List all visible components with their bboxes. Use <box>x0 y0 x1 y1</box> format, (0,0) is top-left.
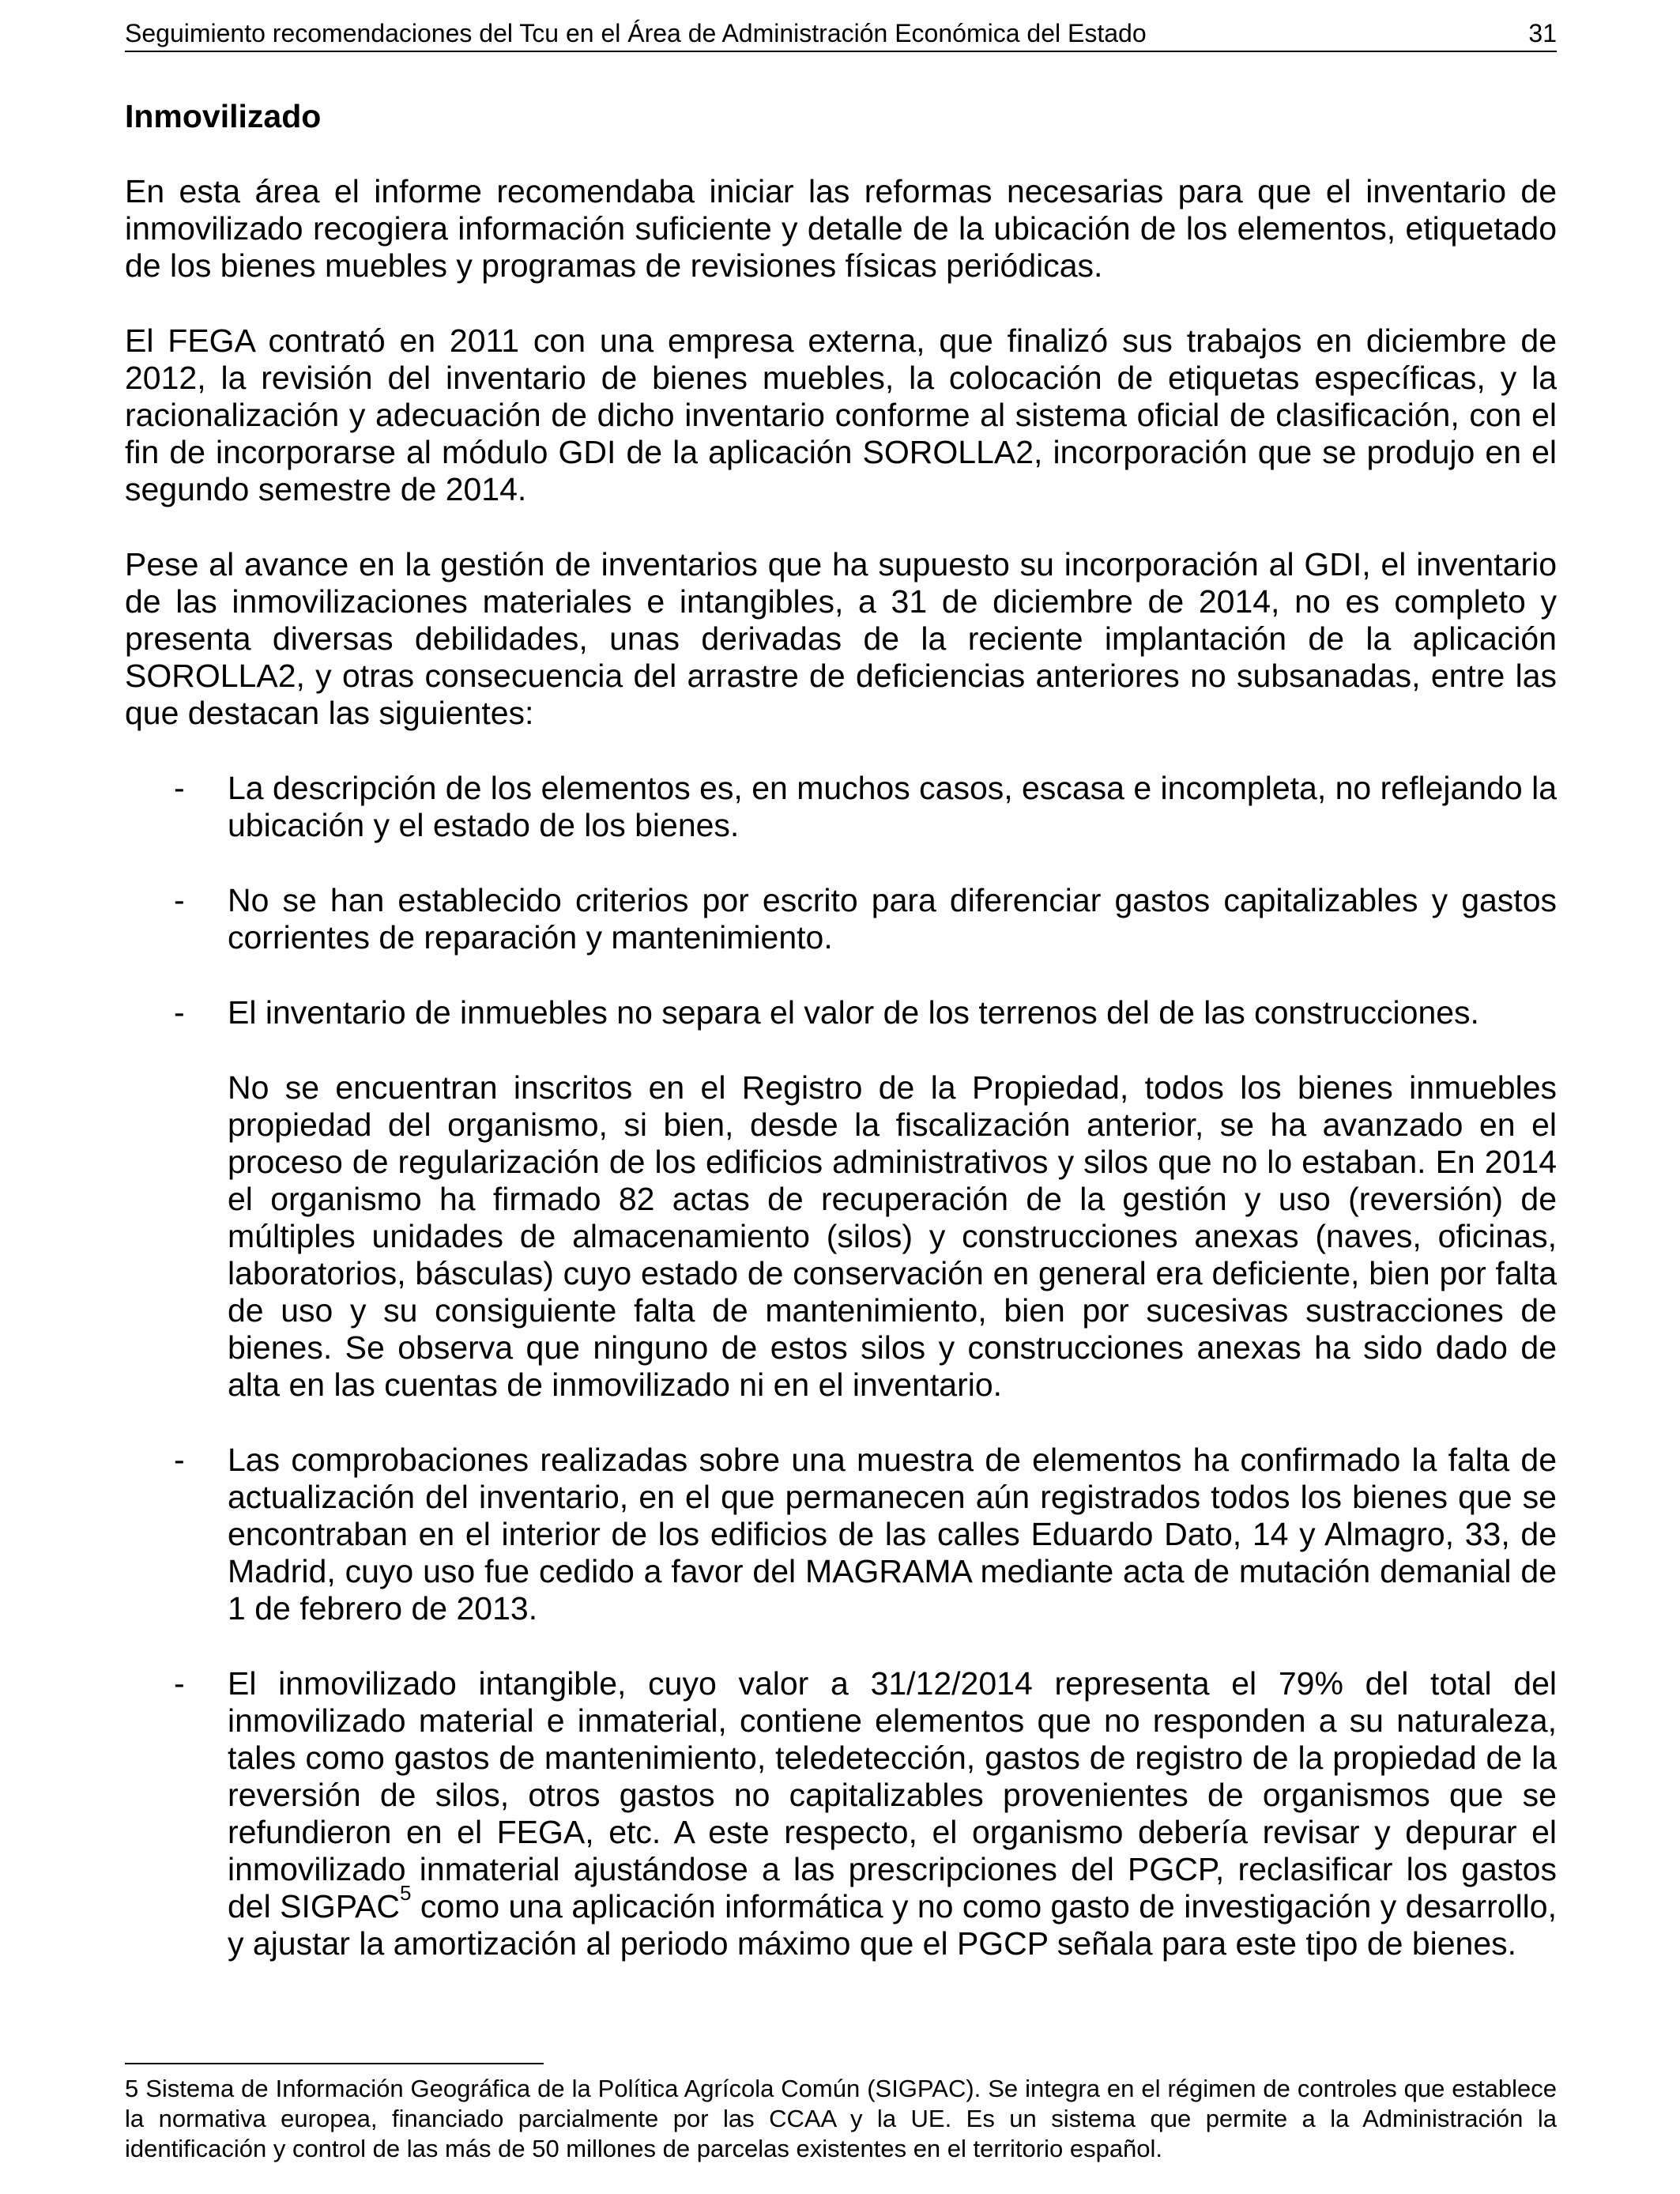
bullet-text: La descripción de los elementos es, en muchos casos, escasa e incompleta, no reflejando la ubicación y el estado de los bienes. <box>228 770 1557 843</box>
page-number: 31 <box>1528 19 1557 47</box>
bullet-dash: - <box>174 1442 185 1478</box>
bullet-dash: - <box>174 882 185 918</box>
footnote-reference[interactable]: 5 <box>400 1881 412 1905</box>
bullet-text: No se han establecido criterios por escrito para diferenciar gastos capitalizables y gastos corrientes de reparación y mantenimiento. <box>228 882 1557 956</box>
findings-list <box>125 770 1557 1962</box>
footnote-separator <box>125 2063 544 2064</box>
paragraph-fega-contract: El FEGA contrató en 2011 con una empresa externa, que finalizó sus trabajos en diciembre de 2012, la revisión del inventario de bienes muebles, la colocación de etiquetas específicas, y la racionalización y adecuación de dicho inventario conforme al sistema oficial de clasificación, con el fin de incorporarse al módulo GDI de la aplicación SOROLLA2, incorporación que se produjo en el segundo semestre de 2014. <box>125 322 1557 507</box>
list-item <box>125 994 1557 1404</box>
bullet-dash: - <box>174 770 185 806</box>
list-item <box>125 1665 1557 1962</box>
bullet-text: El inventario de inmuebles no separa el valor de los terrenos del de las construcciones. <box>228 994 1479 1031</box>
footnote: 5 Sistema de Información Geográfica de la Política Agrícola Común (SIGPAC). Se integra en el régimen de controles que establece la normativa europea, financiado parcialmente por las CCAA y la UE. Es un sistema que permite a la Administración la identificación y control de las más de 50 millones de parcelas existentes en el territorio español. <box>125 2075 1557 2162</box>
bullet-text-part: El inmovilizado intangible, cuyo valor a 31/12/2014 representa el 79% del total del inmovilizado material e inmaterial, contiene elementos que no responden a su naturaleza, tales como gastos de mantenimiento, teledetección, gastos de registro de la propiedad de la reversión de silos, otros gastos no capitalizables provenientes de organismos que se refundieron en el FEGA, etc. A este respecto, el organismo debería revisar y depurar el inmovilizado inmaterial ajustándose a las prescripciones del PGCP, reclasificar los gastos del SIGPAC <box>228 1665 1557 1924</box>
list-item <box>125 882 1557 956</box>
bullet-text-intangible <box>228 1665 1557 1962</box>
list-item <box>125 1442 1557 1627</box>
main-content <box>125 98 1557 2000</box>
bullet-continuation: No se encuentran inscritos en el Registro de la Propiedad, todos los bienes inmuebles propiedad del organismo, si bien, desde la fiscalización anterior, se ha avanzado en el proceso de regularización de los edificios administrativos y silos que no lo estaban. En 2014 el organismo ha firmado 82 actas de recuperación de la gestión y uso (reversión) de múltiples unidades de almacenamiento (silos) y construcciones anexas (naves, oficinas, laboratorios, básculas) cuyo estado de conservación en general era deficiente, bien por falta de uso y su consiguiente falta de mantenimiento, bien por sucesivas sustracciones de bienes. Se observa que ninguno de estos silos y construcciones anexas ha sido dado de alta en las cuentas de inmovilizado ni en el inventario. <box>228 1069 1557 1403</box>
bullet-text: Las comprobaciones realizadas sobre una muestra de elementos ha confirmado la falta de actualización del inventario, en el que permanecen aún registrados todos los bienes que se encontraban en el interior de los edificios de las calles Eduardo Dato, 14 y Almagro, 33, de Madrid, cuyo uso fue cedido a favor del MAGRAMA mediante acta de mutación demanial de 1 de febrero de 2013. <box>228 1442 1557 1627</box>
paragraph-intro: En esta área el informe recomendaba iniciar las reformas necesarias para que el inventario de inmovilizado recogiera información suficiente y detalle de la ubicación de los elementos, etiquetado de los bienes muebles y programas de revisiones físicas periódicas. <box>125 173 1557 284</box>
bullet-dash: - <box>174 994 185 1031</box>
page-header <box>125 16 1557 52</box>
section-heading: Inmovilizado <box>125 98 322 134</box>
bullet-text-part: como una aplicación informática y no como gasto de investigación y desarrollo, y ajustar la amortización al periodo máximo que el PGCP señala para este tipo de bienes. <box>228 1888 1557 1962</box>
list-item <box>125 770 1557 844</box>
bullet-dash: - <box>174 1665 185 1702</box>
paragraph-weaknesses: Pese al avance en la gestión de inventarios que ha supuesto su incorporación al GDI, el inventario de las inmovilizaciones materiales e intangibles, a 31 de diciembre de 2014, no es completo y presenta diversas debilidades, unas derivadas de la reciente implantación de la aplicación SOROLLA2, y otras consecuencia del arrastre de deficiencias anteriores no subsanadas, entre las que destacan las siguientes: <box>125 546 1557 731</box>
header-title: Seguimiento recomendaciones del Tcu en el Área de Administración Económica del Estado <box>125 19 1147 47</box>
